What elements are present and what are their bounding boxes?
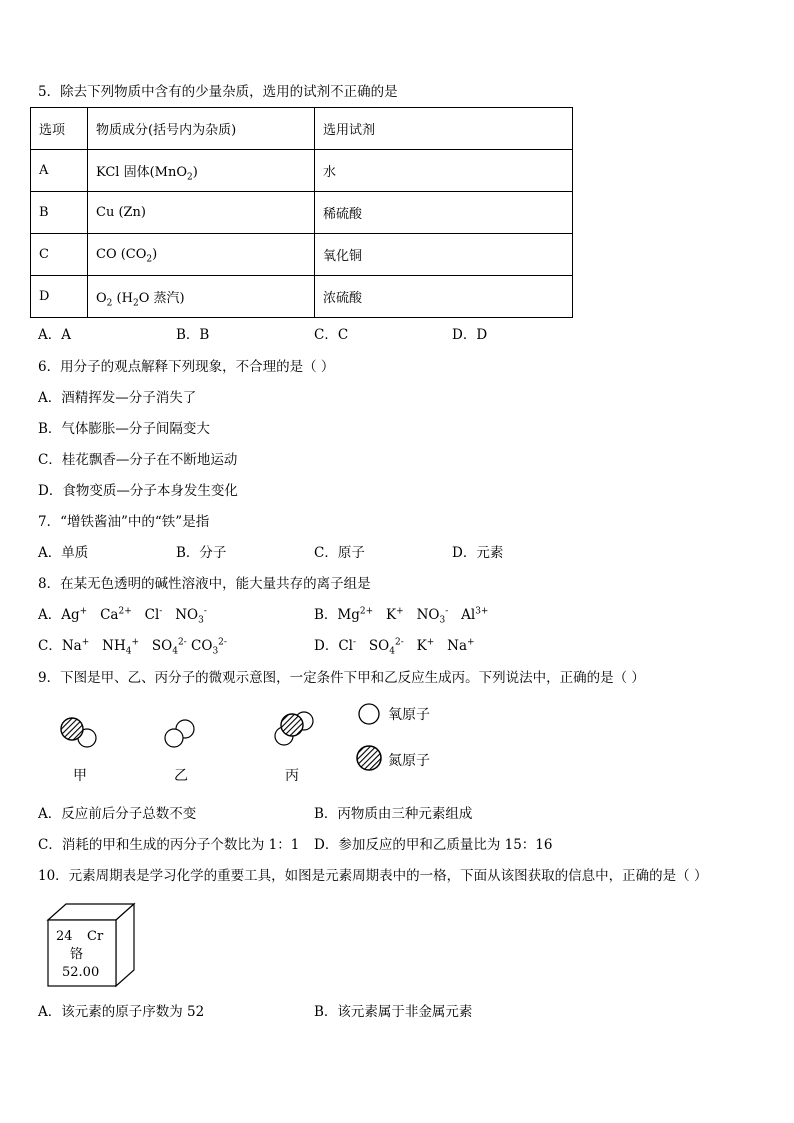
table-row [31,276,573,318]
table-cell-substance: Cu (Zn) [88,192,315,234]
table-row [31,234,573,276]
table-cell-option: C [31,234,88,276]
table-cell-option: A [31,150,88,192]
q5-option-d[interactable]: D．D [452,327,488,343]
q8-option-b[interactable]: B．$Mg^{2+}$ K+ $NO_3^-$ $Al^{3+}$ [314,606,489,626]
q8-option-c[interactable]: C．Na+ $NH_4^+$ $SO_4^{2-}$ $CO_3^{2-}$ [38,637,227,657]
q9-stem: 9．下图是甲、乙、丙分子的微观示意图，一定条件下甲和乙反应生成丙。下列说法中，正确的是（ ） [38,670,645,686]
table-header-cell: 物质成分(括号内为杂质) [88,108,315,150]
molecule-yi-label: 乙 [174,768,188,784]
q5-stem: 5．除去下列物质中含有的少量杂质，选用的试剂不正确的是 [38,84,398,100]
molecule-yi-icon [158,716,204,752]
molecule-jia-label: 甲 [73,768,87,784]
q6-stem: 6．用分子的观点解释下列现象，不合理的是（ ） [38,359,335,375]
table-header-row [31,108,573,150]
q8-option-a[interactable]: A．Ag+ $Ca^{2+}$ Cl- $NO_3^-$ [38,606,207,626]
q10-stem: 10．元素周期表是学习化学的重要工具，如图是元素周期表中的一格，下面从该图获取的信息中，正确的是（ ） [38,868,708,884]
q6-option-d[interactable]: D．食物变质—分子本身发生变化 [38,483,238,499]
oxygen-atom-icon [357,702,381,726]
q5-table [30,107,573,318]
table-header-cell: 选项 [31,108,88,150]
molecule-bing-label: 丙 [285,768,299,784]
q7-option-c[interactable]: C．原子 [314,545,365,561]
table-cell-reagent: 氧化铜 [315,234,573,276]
legend-nitrogen-label: 氮原子 [388,753,430,769]
q6-option-b[interactable]: B．气体膨胀—分子间隔变大 [38,421,210,437]
periodic-table-cell [46,902,136,994]
element-mass: 52.00 [62,965,100,980]
q10-option-b[interactable]: B．该元素属于非金属元素 [314,1004,473,1020]
q8-option-d[interactable]: D．Cl- $SO_4^{2-}$ K+ Na+ [314,637,475,657]
element-number: 24 [56,929,73,944]
nitrogen-atom-icon [355,744,383,772]
table-row [31,192,573,234]
q7-option-b[interactable]: B．分子 [176,545,227,561]
q9-option-b[interactable]: B．丙物质由三种元素组成 [314,806,473,822]
q5-option-c[interactable]: C．C [314,327,349,343]
q6-option-a[interactable]: A．酒精挥发—分子消失了 [38,390,197,406]
q5-option-b[interactable]: B．B [176,327,210,343]
table-cell-reagent: 稀硫酸 [315,192,573,234]
table-cell-reagent: 浓硫酸 [315,276,573,318]
legend-oxygen-label: 氧原子 [388,707,430,723]
element-symbol: Cr [87,929,104,944]
table-cell-substance: CO $(CO_2)$ [88,234,315,276]
table-cell-option: B [31,192,88,234]
molecule-bing-icon [268,706,322,752]
table-cell-substance: KCl 固体(MnO$_2$) [88,150,315,192]
q7-option-a[interactable]: A．单质 [38,545,89,561]
element-name: 铬 [70,947,84,962]
q6-option-c[interactable]: C．桂花飘香—分子在不断地运动 [38,452,238,468]
table-cell-substance: $O_2$ ($H_2O$ 蒸汽) [88,276,315,318]
table-row [31,150,573,192]
q5-option-a[interactable]: A．A [38,327,71,343]
molecule-jia-icon [55,712,105,752]
q7-stem: 7．“增铁酱油”中的“铁”是指 [38,514,210,530]
table-header-cell: 选用试剂 [315,108,573,150]
q9-option-c[interactable]: C．消耗的甲和生成的丙分子个数比为 1：1 [38,837,300,853]
table-cell-reagent: 水 [315,150,573,192]
table-cell-option: D [31,276,88,318]
q9-option-d[interactable]: D．参加反应的甲和乙质量比为 15：16 [314,837,553,853]
q7-option-d[interactable]: D．元素 [452,545,504,561]
q9-option-a[interactable]: A．反应前后分子总数不变 [38,806,197,822]
q8-stem: 8．在某无色透明的碱性溶液中，能大量共存的离子组是 [38,576,371,592]
q10-option-a[interactable]: A．该元素的原子序数为 52 [38,1004,205,1020]
